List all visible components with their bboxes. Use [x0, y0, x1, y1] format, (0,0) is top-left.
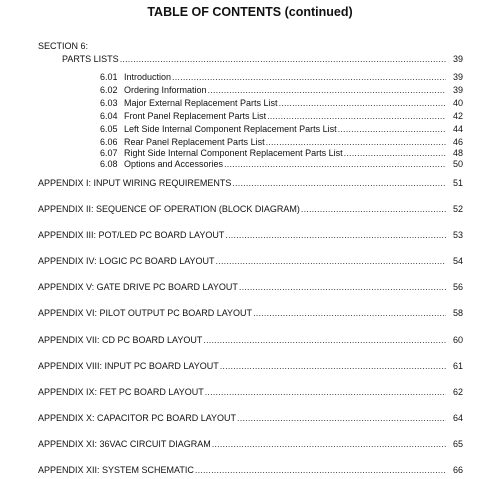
- dot-leader: [216, 255, 446, 267]
- toc-entry-appendix-i[interactable]: [38, 177, 463, 189]
- toc-entry-appendix-xi[interactable]: [38, 438, 463, 450]
- toc-entry-page: 65: [452, 439, 463, 449]
- toc-entry-page: 56: [452, 282, 463, 292]
- toc-entry-label: Introduction: [124, 72, 172, 82]
- toc-entry-6-08[interactable]: [100, 158, 463, 170]
- toc-entry-number: 6.08: [100, 159, 118, 169]
- dot-leader: [279, 97, 446, 109]
- toc-entry-label: Right Side Internal Component Replacement Parts List: [124, 148, 343, 158]
- dot-leader: [225, 229, 446, 241]
- toc-entry-number: 6.03: [100, 98, 118, 108]
- toc-entry-page: 39: [452, 54, 463, 64]
- toc-entry-appendix-vii[interactable]: [38, 334, 463, 346]
- toc-entry-label: APPENDIX I: INPUT WIRING REQUIREMENTS: [38, 178, 232, 188]
- toc-entry-6-04[interactable]: [100, 110, 463, 122]
- toc-entry-number: 6.05: [100, 124, 118, 134]
- toc-entry-label: APPENDIX IX: FET PC BOARD LAYOUT: [38, 387, 204, 397]
- toc-entry-page: 48: [452, 148, 463, 158]
- toc-entry-6-05[interactable]: [100, 123, 463, 135]
- toc-entry-label: Options and Accessories: [124, 159, 224, 169]
- dot-leader: [203, 334, 446, 346]
- dot-leader: [232, 177, 446, 189]
- toc-entry-appendix-xii[interactable]: [38, 464, 463, 476]
- toc-entry-page: 64: [452, 413, 463, 423]
- dot-leader: [239, 281, 446, 293]
- toc-entry-label: Major External Replacement Parts List: [124, 98, 278, 108]
- toc-entry-page: 52: [452, 204, 463, 214]
- dot-leader: [212, 438, 446, 450]
- toc-entry-6-03[interactable]: [100, 97, 463, 109]
- page-title: TABLE OF CONTENTS (continued): [147, 5, 353, 19]
- dot-leader: [205, 386, 446, 398]
- toc-entry-label: Front Panel Replacement Parts List: [124, 111, 267, 121]
- dot-leader: [172, 71, 446, 83]
- toc-entry-label: Left Side Internal Component Replacement Parts List: [124, 124, 337, 134]
- toc-entry-label: Ordering Information: [124, 85, 207, 95]
- toc-entry-page: 46: [452, 137, 463, 147]
- section-heading: SECTION 6:: [38, 41, 89, 51]
- toc-entry-page: 40: [452, 98, 463, 108]
- toc-entry-page: 39: [452, 72, 463, 82]
- dot-leader: [237, 412, 446, 424]
- toc-entry-number: 6.07: [100, 148, 118, 158]
- toc-entry-page: 61: [452, 361, 463, 371]
- toc-entry-label: APPENDIX V: GATE DRIVE PC BOARD LAYOUT: [38, 282, 238, 292]
- toc-entry-label: APPENDIX IV: LOGIC PC BOARD LAYOUT: [38, 256, 215, 266]
- toc-entry-number: 6.04: [100, 111, 118, 121]
- toc-entry-label: APPENDIX II: SEQUENCE OF OPERATION (BLOCK DIAGRAM): [38, 204, 300, 214]
- dot-leader: [195, 464, 446, 476]
- dot-leader: [301, 203, 446, 215]
- toc-entry-appendix-viii[interactable]: [38, 360, 463, 372]
- toc-entry-page: 44: [452, 124, 463, 134]
- toc-entry-page: 62: [452, 387, 463, 397]
- toc-entry-6-02[interactable]: [100, 84, 463, 96]
- dot-leader: [267, 110, 446, 122]
- toc-entry-page: 51: [452, 178, 463, 188]
- toc-entry-appendix-ii[interactable]: [38, 203, 463, 215]
- toc-entry-appendix-vi[interactable]: [38, 307, 463, 319]
- toc-entry-number: 6.06: [100, 137, 118, 147]
- toc-entry-label: APPENDIX XI: 36VAC CIRCUIT DIAGRAM: [38, 439, 211, 449]
- toc-entry-page: 42: [452, 111, 463, 121]
- toc-entry-label: APPENDIX VI: PILOT OUTPUT PC BOARD LAYOUT: [38, 308, 253, 318]
- toc-entry-appendix-ix[interactable]: [38, 386, 463, 398]
- toc-entry-appendix-v[interactable]: [38, 281, 463, 293]
- toc-entry-6-01[interactable]: [100, 71, 463, 83]
- toc-entry-number: 6.01: [100, 72, 118, 82]
- toc-entry-parts-lists[interactable]: [62, 53, 463, 65]
- toc-entry-label: APPENDIX VIII: INPUT PC BOARD LAYOUT: [38, 361, 219, 371]
- toc-entry-appendix-x[interactable]: [38, 412, 463, 424]
- dot-leader: [253, 307, 446, 319]
- toc-entry-page: 54: [452, 256, 463, 266]
- dot-leader: [338, 123, 446, 135]
- toc-entry-page: 60: [452, 335, 463, 345]
- toc-entry-page: 53: [452, 230, 463, 240]
- dot-leader: [224, 158, 446, 170]
- toc-entry-appendix-iii[interactable]: [38, 229, 463, 241]
- dot-leader: [208, 84, 446, 96]
- dot-leader: [120, 53, 446, 65]
- toc-entry-appendix-iv[interactable]: [38, 255, 463, 267]
- toc-entry-page: 66: [452, 465, 463, 475]
- toc-entry-page: 39: [452, 85, 463, 95]
- toc-entry-label: APPENDIX VII: CD PC BOARD LAYOUT: [38, 335, 203, 345]
- toc-entry-number: 6.02: [100, 85, 118, 95]
- toc-entry-label: APPENDIX XII: SYSTEM SCHEMATIC: [38, 465, 194, 475]
- toc-entry-label: Rear Panel Replacement Parts List: [124, 137, 265, 147]
- dot-leader: [220, 360, 446, 372]
- toc-entry-label: APPENDIX III: POT/LED PC BOARD LAYOUT: [38, 230, 225, 240]
- toc-entry-label: PARTS LISTS: [62, 54, 119, 64]
- toc-entry-page: 50: [452, 159, 463, 169]
- toc-entry-page: 58: [452, 308, 463, 318]
- toc-entry-label: APPENDIX X: CAPACITOR PC BOARD LAYOUT: [38, 413, 237, 423]
